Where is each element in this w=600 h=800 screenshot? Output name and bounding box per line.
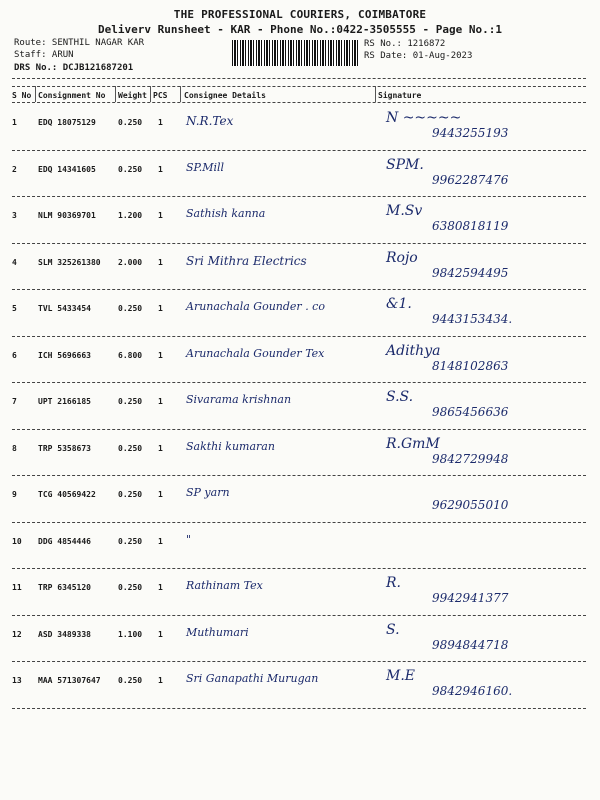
row-weight: 2.000 bbox=[118, 257, 143, 267]
row-signature-phone: 9443255193 bbox=[432, 126, 509, 140]
row-signature-phone: 9443153434. bbox=[432, 312, 513, 326]
row-consignment: TCG 40569422 bbox=[38, 490, 96, 499]
row-weight: 0.250 bbox=[118, 490, 143, 499]
row-pcs: 1 bbox=[158, 536, 163, 546]
row-weight: 0.250 bbox=[118, 304, 143, 313]
runsheet-subtitle: Deliverv Runsheet - KAR - Phone No.:0422-3505555 - Page No.:1 bbox=[98, 23, 502, 36]
rs-number: RS No.: 1216872 bbox=[364, 39, 446, 49]
row-pcs: 1 bbox=[158, 490, 163, 499]
row-weight: 0.250 bbox=[118, 118, 143, 127]
row-sno: 7 bbox=[12, 397, 17, 406]
row-consignment: NLM 90369701 bbox=[38, 211, 96, 220]
row-signature-phone: 9865456636 bbox=[432, 405, 509, 419]
row-divider bbox=[12, 522, 586, 523]
barcode bbox=[232, 40, 360, 66]
row-divider bbox=[12, 568, 586, 569]
row-sno: 11 bbox=[12, 583, 22, 592]
row-divider bbox=[12, 196, 586, 197]
row-weight: 6.800 bbox=[118, 350, 143, 360]
row-weight: 0.250 bbox=[118, 583, 143, 592]
row-divider bbox=[12, 429, 586, 430]
row-pcs: 1 bbox=[158, 164, 163, 174]
row-consignment: ASD 3489338 bbox=[38, 629, 91, 639]
row-consignee: N.R.Tex bbox=[186, 114, 234, 128]
row-weight: 1.100 bbox=[118, 629, 143, 639]
row-consignee: Sathish kanna bbox=[186, 207, 266, 220]
row-signature-name: M.E bbox=[386, 668, 416, 684]
divider bbox=[12, 78, 586, 79]
row-signature-name: N ~~~~~ bbox=[386, 110, 462, 126]
row-consignment: TVL 5433454 bbox=[38, 304, 91, 313]
row-divider bbox=[12, 243, 586, 244]
row-divider bbox=[12, 382, 586, 383]
row-divider bbox=[12, 708, 586, 709]
row-consignee: Sri Mithra Electrics bbox=[186, 253, 307, 268]
row-pcs: 1 bbox=[158, 629, 163, 639]
row-pcs: 1 bbox=[158, 443, 163, 453]
row-signature-phone: 9962287476 bbox=[432, 172, 509, 187]
column-rule bbox=[150, 86, 151, 102]
row-consignment: SLM 325261380 bbox=[38, 257, 101, 267]
row-pcs: 1 bbox=[158, 583, 163, 592]
col-weight: Weight bbox=[118, 91, 147, 100]
row-signature-phone: 9942941377 bbox=[432, 591, 509, 605]
row-signature-name: Adithya bbox=[386, 342, 441, 359]
row-consignment: EDQ 14341605 bbox=[38, 164, 96, 174]
row-consignment: EDQ 18075129 bbox=[38, 118, 96, 127]
row-consignee: Arunachala Gounder . co bbox=[186, 300, 325, 313]
row-weight: 0.250 bbox=[118, 536, 143, 546]
row-consignment: UPT 2166185 bbox=[38, 397, 91, 406]
row-consignee: Arunachala Gounder Tex bbox=[186, 346, 325, 360]
route-label: Route: SENTHIL NAGAR KAR bbox=[14, 38, 145, 48]
row-signature-name: S.S. bbox=[386, 389, 414, 405]
company-title: THE PROFESSIONAL COURIERS, COIMBATORE bbox=[173, 8, 427, 21]
row-sno: 5 bbox=[12, 304, 17, 313]
row-weight: 0.250 bbox=[118, 676, 143, 685]
row-divider bbox=[12, 150, 586, 151]
row-weight: 0.250 bbox=[118, 397, 143, 406]
row-sno: 8 bbox=[12, 443, 17, 453]
row-pcs: 1 bbox=[158, 211, 163, 220]
row-consignee: SP yarn bbox=[186, 486, 230, 499]
row-signature-name: S. bbox=[386, 621, 400, 638]
row-pcs: 1 bbox=[158, 257, 163, 267]
row-signature-name: R. bbox=[386, 575, 401, 591]
row-sno: 4 bbox=[12, 257, 17, 267]
staff-label: Staff: ARUN bbox=[14, 50, 74, 60]
row-signature-phone: 9842594495 bbox=[432, 265, 509, 280]
row-consignment: ICH 5696663 bbox=[38, 350, 91, 360]
row-consignment: DDG 4854446 bbox=[38, 536, 91, 546]
row-signature-name: Rojo bbox=[386, 249, 418, 266]
row-signature-name: R.GmM bbox=[386, 435, 440, 452]
column-rule bbox=[180, 86, 181, 102]
row-divider bbox=[12, 475, 586, 476]
row-consignee: SP.Mill bbox=[186, 160, 225, 174]
row-consignee: Rathinam Tex bbox=[186, 579, 263, 592]
row-consignee: Sri Ganapathi Murugan bbox=[186, 672, 319, 685]
row-sno: 1 bbox=[12, 118, 17, 127]
column-rule bbox=[375, 86, 376, 102]
row-pcs: 1 bbox=[158, 304, 163, 313]
row-consignee: Sivarama krishnan bbox=[186, 393, 292, 406]
row-signature-name: M.Sv bbox=[386, 203, 423, 219]
row-divider bbox=[12, 336, 586, 337]
row-signature-name: SPM. bbox=[386, 156, 424, 173]
row-pcs: 1 bbox=[158, 118, 163, 127]
row-sno: 2 bbox=[12, 164, 17, 174]
row-pcs: 1 bbox=[158, 350, 163, 360]
row-divider bbox=[12, 289, 586, 290]
row-sno: 6 bbox=[12, 350, 17, 360]
col-sno: S No bbox=[12, 91, 32, 100]
row-sno: 13 bbox=[12, 676, 22, 685]
column-rule bbox=[115, 86, 116, 102]
row-consignment: TRP 5358673 bbox=[38, 443, 91, 453]
row-sno: 10 bbox=[12, 536, 22, 546]
row-signature-name: &1. bbox=[386, 296, 412, 312]
row-sno: 12 bbox=[12, 629, 22, 639]
drs-number: DRS No.: DCJB121687201 bbox=[14, 63, 134, 73]
row-consignee: " bbox=[186, 532, 192, 546]
row-signature-phone: 6380818119 bbox=[432, 219, 509, 233]
row-signature-phone: 8148102863 bbox=[432, 358, 509, 373]
col-consignment: Consignment No bbox=[38, 91, 106, 100]
col-consignee: Consignee Details bbox=[184, 91, 266, 100]
row-pcs: 1 bbox=[158, 397, 163, 406]
rs-date: RS Date: 01-Aug-2023 bbox=[364, 51, 473, 61]
col-pcs: PCS bbox=[153, 91, 168, 100]
row-consignment: MAA 571307647 bbox=[38, 676, 101, 685]
row-sno: 9 bbox=[12, 490, 17, 499]
row-weight: 0.250 bbox=[118, 164, 143, 174]
divider bbox=[12, 102, 586, 103]
divider bbox=[12, 86, 586, 87]
row-signature-phone: 9629055010 bbox=[432, 498, 509, 512]
row-weight: 0.250 bbox=[118, 443, 143, 453]
col-signature: Signature bbox=[378, 91, 422, 100]
row-consignee: Sakthi kumaran bbox=[186, 439, 275, 453]
row-signature-phone: 9842729948 bbox=[432, 451, 509, 466]
row-signature-phone: 9842946160. bbox=[432, 684, 513, 698]
row-consignment: TRP 6345120 bbox=[38, 583, 91, 592]
row-divider bbox=[12, 615, 586, 616]
row-pcs: 1 bbox=[158, 676, 163, 685]
row-divider bbox=[12, 661, 586, 662]
row-consignee: Muthumari bbox=[186, 625, 249, 639]
column-rule bbox=[35, 86, 36, 102]
row-sno: 3 bbox=[12, 211, 17, 220]
row-weight: 1.200 bbox=[118, 211, 143, 220]
row-signature-phone: 9894844718 bbox=[432, 637, 509, 652]
